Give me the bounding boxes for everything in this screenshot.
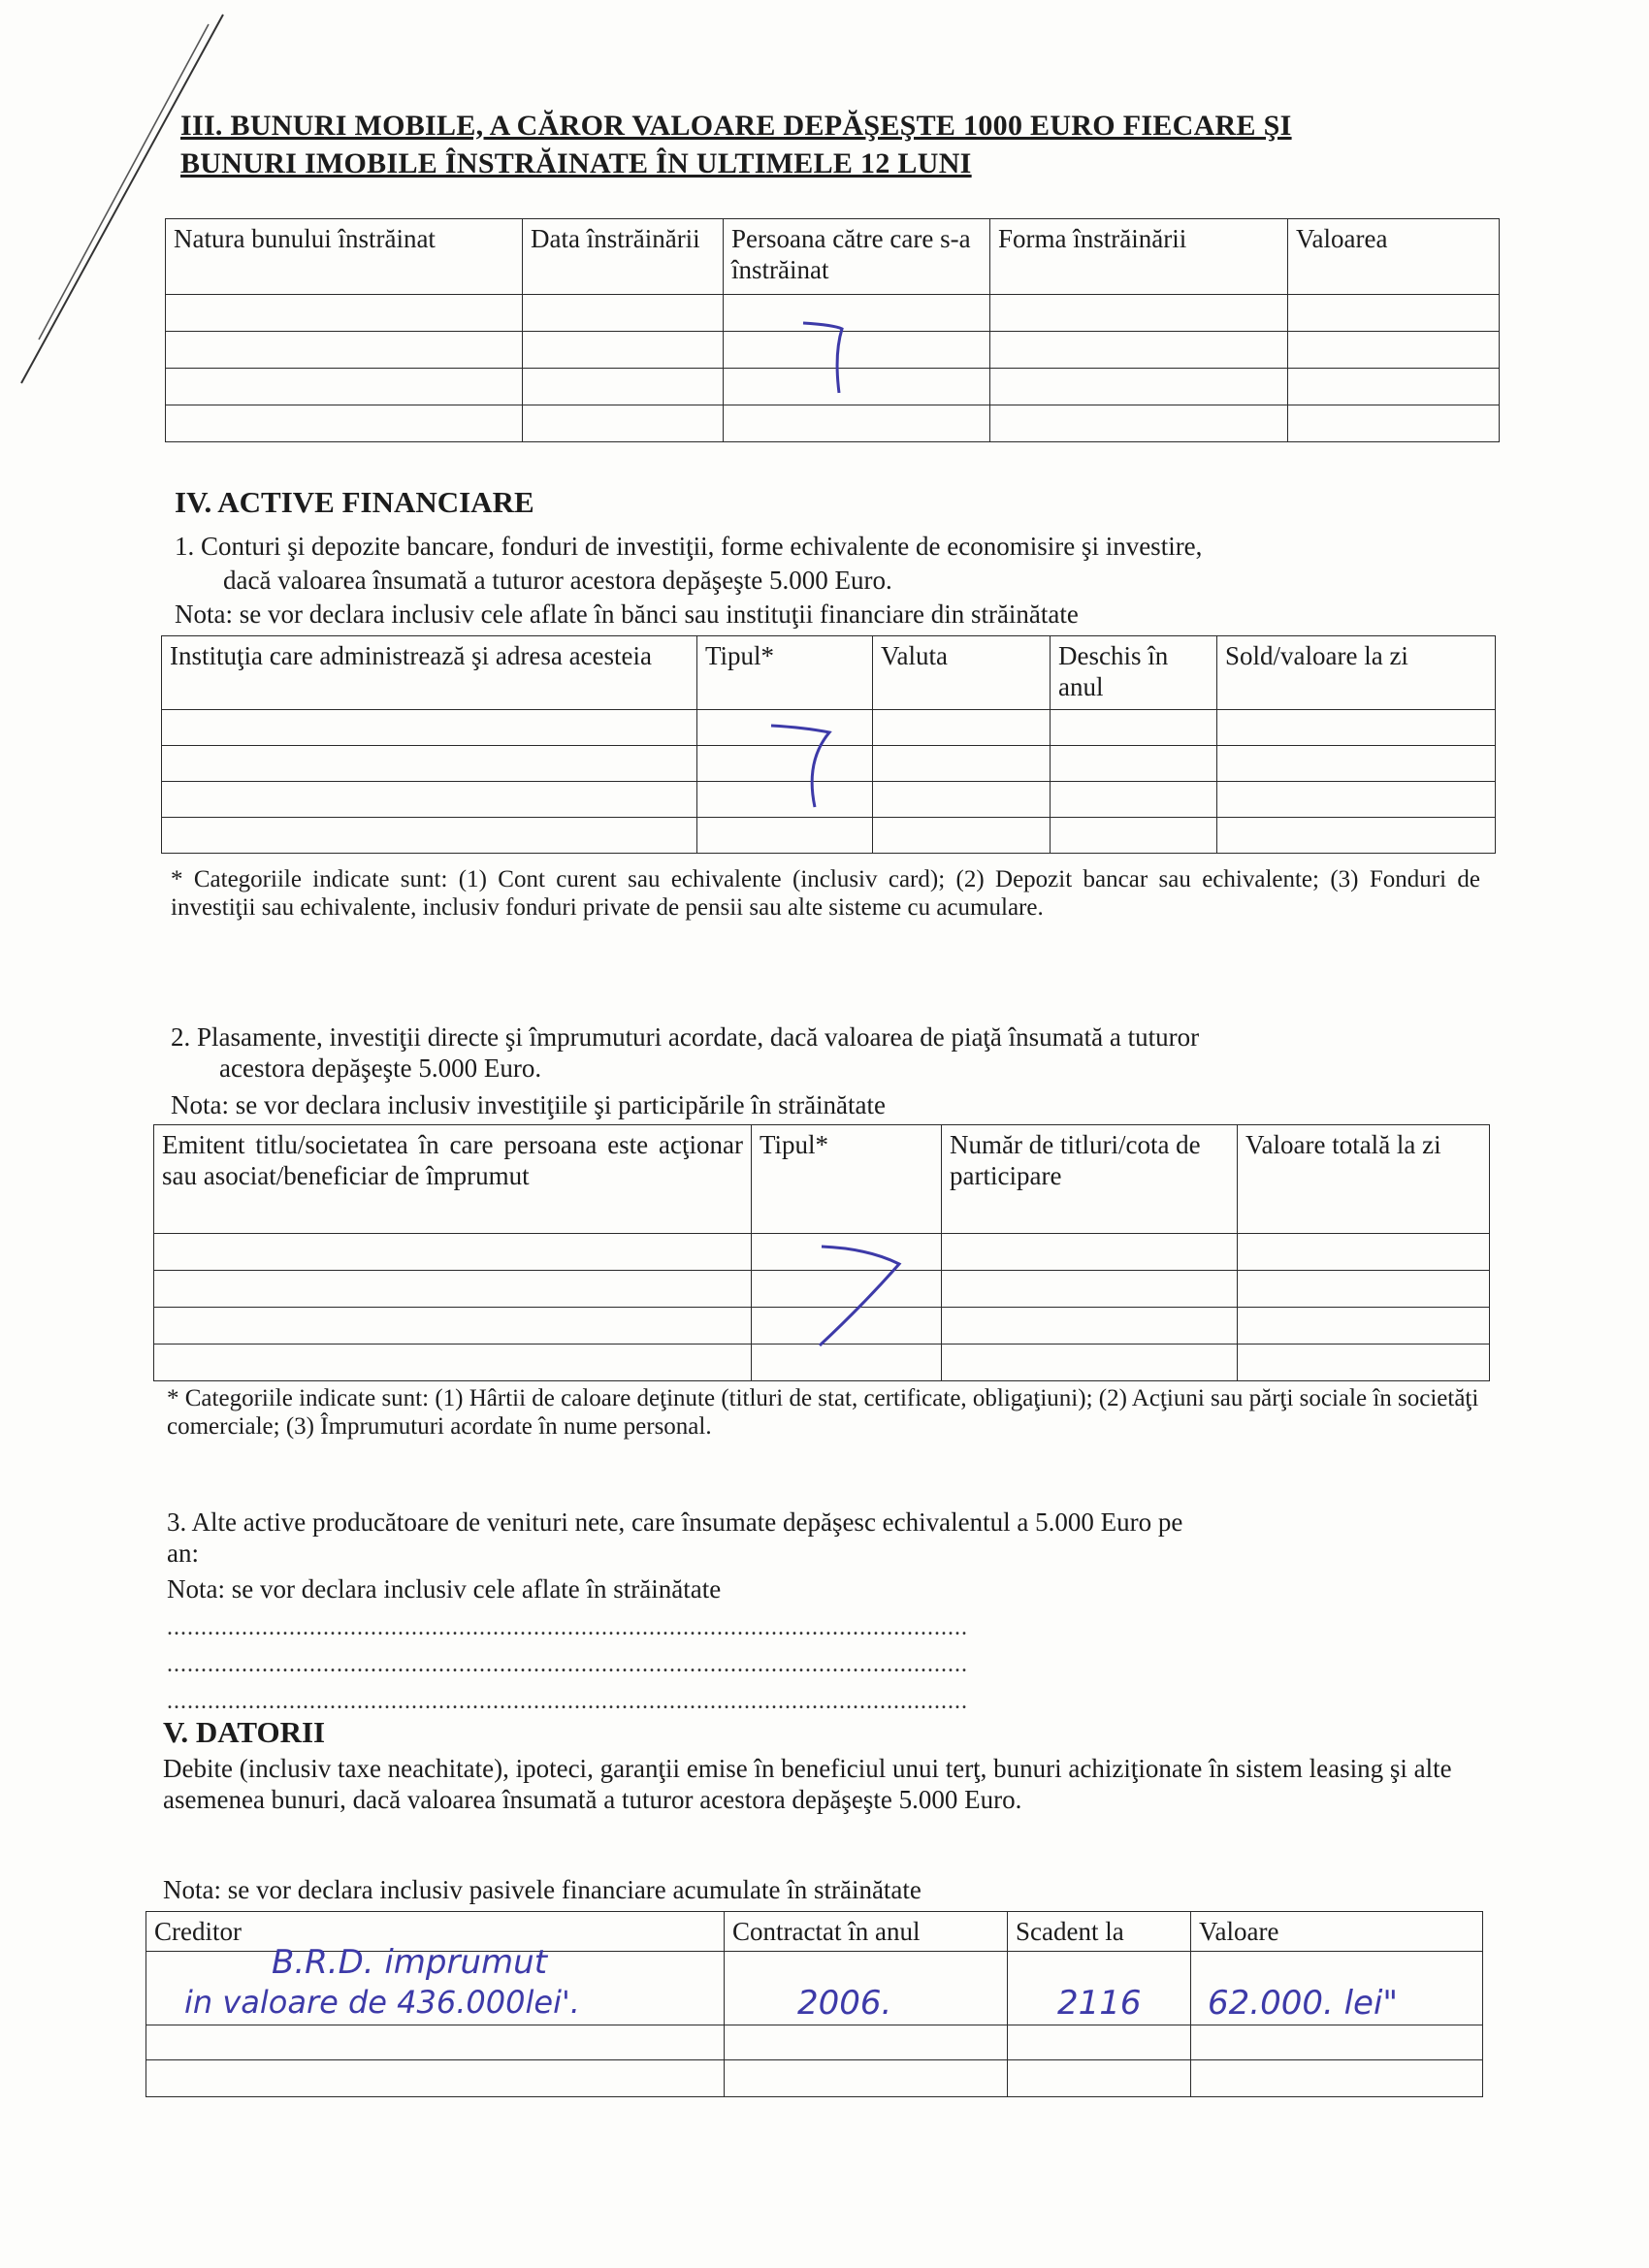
col-persoana: Persoana către care s-a înstrăinat <box>724 219 990 295</box>
dotted-line-3: ...................................................................................................................... <box>167 1689 968 1714</box>
section4-item3-line2: an: <box>167 1539 199 1568</box>
section5-text: Debite (inclusiv taxe neachitate), ipoteci, garanţii emise în beneficiul unui terţ, bunuri achiziţionate în sistem leasing şi alte asemenea bunuri, dacă valoarea însumată a tuturor acestora depăşeşte 5.000 Euro. <box>163 1754 1452 1814</box>
dotted-line-1: ...................................................................................................................... <box>167 1615 968 1640</box>
section3-title-line1: III. BUNURI MOBILE, A CĂROR VALOARE DEPĂŞEŞTE 1000 EURO FIECARE ŞI <box>180 110 1292 142</box>
section4-item1-line1: 1. Conturi şi depozite bancare, fonduri de investiţii, forme echivalente de economisire şi investire, <box>175 532 1203 561</box>
section4-item3-line1: 3. Alte active producătoare de venituri nete, care însumate depăşesc echivalentul a 5.000 Euro pe <box>167 1507 1183 1537</box>
col-valoare-totala: Valoare totală la zi <box>1238 1125 1490 1234</box>
col-forma-instrainarii: Forma înstrăinării <box>990 219 1288 295</box>
section4-item1-line2: dacă valoarea însumată a tuturor acestora depăşeşte 5.000 Euro. <box>223 566 892 595</box>
strike-mark-section3 <box>795 315 854 403</box>
handwritten-year: 2006. <box>797 1984 892 2023</box>
strike-mark-table1 <box>761 718 839 815</box>
section4-item2-line2: acestora depăşeşte 5.000 Euro. <box>219 1053 542 1083</box>
handwritten-creditor-line2: in valoare de 436.000lei'. <box>184 1984 580 2021</box>
section4-item3-note: Nota: se vor declara inclusiv cele aflate în străinătate <box>167 1574 722 1604</box>
col-numar-titluri: Număr de titluri/cota de participare <box>942 1125 1238 1234</box>
col-emitent: Emitent titlu/societatea în care persoana este acţionar sau asociat/beneficiar de împrumut <box>154 1125 752 1234</box>
col-data-instrainarii: Data înstrăinării <box>523 219 724 295</box>
section4-item2-line1: 2. Plasamente, investiţii directe şi împrumuturi acordate, dacă valoarea de piaţă însumată a tuturor <box>171 1022 1200 1052</box>
section3-title-line2: BUNURI IMOBILE ÎNSTRĂINATE ÎN ULTIMELE 12 LUNI <box>180 147 972 179</box>
col-valuta: Valuta <box>873 636 1051 710</box>
col-tipul-2: Tipul* <box>752 1125 942 1234</box>
col-natura-bunului: Natura bunului înstrăinat <box>166 219 523 295</box>
handwritten-creditor-line1: B.R.D. imprumut <box>272 1943 548 1982</box>
handwritten-due: 2116 <box>1057 1984 1142 2023</box>
col-sold: Sold/valoare la zi <box>1217 636 1496 710</box>
table2-footnote: * Categoriile indicate sunt: (1) Hârtii de caloare deţinute (titluri de stat, certificate, obligaţiuni); (2) Acţiuni sau părţi sociale în societăţi comerciale; (3) Împrumuturi acordate în nume personal. <box>167 1385 1479 1440</box>
col-deschis-in-anul: Deschis în anul <box>1051 636 1217 710</box>
table-row <box>166 405 1500 442</box>
section5-note: Nota: se vor declara inclusiv pasivele financiare acumulate în străinătate <box>163 1875 922 1904</box>
col-valoarea: Valoarea <box>1288 219 1500 295</box>
strike-mark-table2 <box>810 1237 917 1353</box>
table-row <box>146 2025 1483 2060</box>
col-scadent: Scadent la <box>1008 1912 1191 1952</box>
table1-footnote: * Categoriile indicate sunt: (1) Cont curent sau echivalente (inclusiv card); (2) Depozit bancar sau echivalente; (3) Fonduri de investiţii sau echivalente, inclusiv fonduri private de pensii sau alte sisteme cu acumulare. <box>171 866 1480 921</box>
table-row <box>146 2060 1483 2097</box>
section4-item1-note: Nota: se vor declara inclusiv cele aflate în bănci sau instituţii financiare din străinătate <box>175 599 1079 629</box>
col-tipul: Tipul* <box>697 636 873 710</box>
col-institutia: Instituţia care administrează şi adresa acesteia <box>162 636 697 710</box>
col-valoare: Valoare <box>1191 1912 1483 1952</box>
handwritten-value: 62.000. lei" <box>1208 1984 1399 2023</box>
col-creditor: Creditor <box>146 1912 725 1952</box>
section5-title: V. DATORII <box>163 1715 326 1749</box>
col-contractat: Contractat în anul <box>725 1912 1008 1952</box>
section4-title: IV. ACTIVE FINANCIARE <box>175 485 534 519</box>
section4-item2-note: Nota: se vor declara inclusiv investiţiile şi participările în străinătate <box>171 1090 887 1119</box>
dotted-line-2: ...................................................................................................................... <box>167 1652 968 1677</box>
table-row <box>162 818 1496 854</box>
